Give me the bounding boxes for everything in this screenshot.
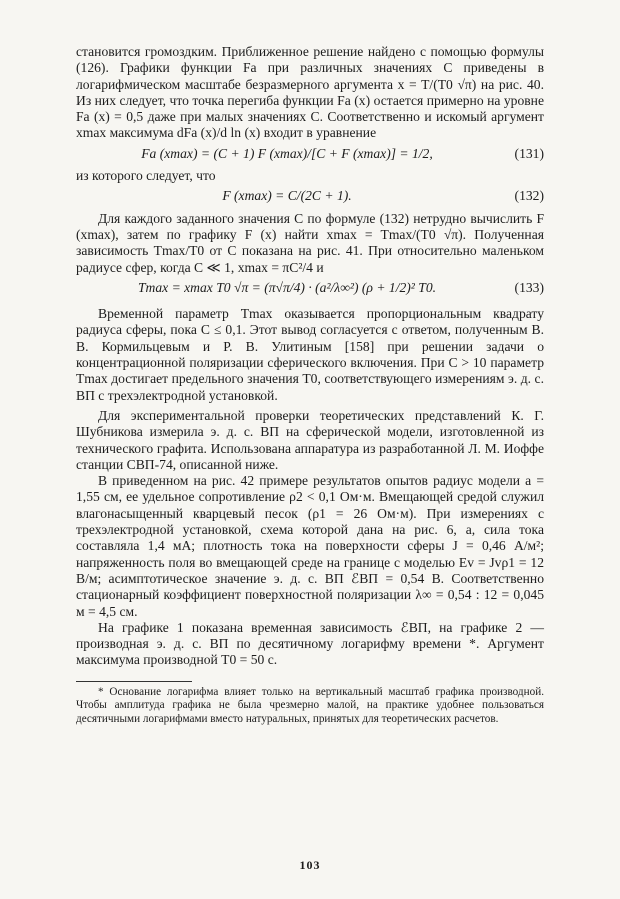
equation-131-number: (131): [514, 145, 544, 161]
paragraph-2: из которого следует, что: [76, 168, 216, 184]
paragraph-1: становится громоздким. Приближенное решение найдено с помощью формулы (126). Графики функции Fa при различных значениях C приведены в логарифмическом масштабе безразмерного аргумента x = T/(T0 √π) на рис. 40. Из них следует, что точка перегиба функции Fa (x) остается примерно на уровне Fa (x) = 0,5 даже при малых значениях C. Соответственно и искомый аргумент xmax максимума dFa (x)/d ln (x) входит в уравнение: [76, 44, 544, 141]
equation-132: [76, 188, 544, 204]
paragraph-3: Для каждого заданного значения C по формуле (132) нетрудно вычислить F (xmax), затем по графику F (x) найти xmax = Tmax/(T0 √π). Полученная зависимость Tmax/T0 от C показана на рис. 41. При относительно маленьком радиусе сфер, когда C ≪ 1, xmax = πC²/4 и: [76, 210, 544, 275]
equation-133-formula: Tmax = xmax T0 √π = (π√π/4) · (a²/λ∞²) (ρ + 1/2)² T0.: [137, 279, 437, 295]
equation-131: [76, 146, 544, 162]
paragraph-7: На графике 1 показана временная зависимость ℰВП, на графике 2 — производная э. д. с. ВП по десятичному логарифму времени *. Аргумент максимума производной T0 = 50 с.: [76, 619, 544, 668]
footnote-divider: [76, 681, 192, 682]
equation-132-number: (132): [514, 188, 544, 204]
equation-133: [76, 280, 544, 296]
equation-133-number: (133): [514, 279, 544, 295]
page-number: 103: [299, 858, 321, 872]
paragraph-5: Для экспериментальной проверки теоретических представлений К. Г. Шубникова измерила э. д. с. ВП на сферической модели, изготовленной из технического графита. Использована аппаратура из разработанной Л. М. Иоффе станции СВП-74, описанной ниже.: [76, 407, 544, 472]
footnote: * Основание логарифма влияет только на вертикальный масштаб графика производной. Чтобы амплитуда графика не была чрезмерно малой, на практике удобнее пользоваться десятичными логарифмами вместо натуральных, принятых для теоретических расчетов.: [76, 685, 544, 725]
paragraph-4: Временной параметр Tmax оказывается пропорциональным квадрату радиуса сферы, пока C ≤ 0,1. Этот вывод согласуется с ответом, полученным В. В. Кормильцевым и Р. В. Улитиным [158] при решении задачи о концентрационной поляризации сферического включения. При C > 10 параметр Tmax достигает предельного значения T0, соответствующего измерениям э. д. с. ВП с трехэлектродной установкой.: [76, 306, 544, 403]
equation-132-formula: F (xmax) = C/(2C + 1).: [222, 188, 352, 204]
main-text: [76, 44, 544, 726]
paragraph-6: В приведенном на рис. 42 примере результатов опытов радиус модели a = 1,55 см, ее удельное сопротивление ρ2 < 0,1 Ом·м. Вмещающей средой служил влагонасыщенный кварцевый песок (ρ1 = 26 Ом·м). При измерениях с трехэлектродной установкой, схема которой дана на рис. 6, а, сила тока составляла 1,4 мА; плотность тока на поверхности сферы J = 0,46 А/м²; напряженность поля во вмещающей среде на границе с моделью Ev = Jvρ1 = 12 В/м; асимптотическое значение э. д. с. ВП ℰВП = 0,54 В. Соответственно стационарный коэффициент поверхностной поляризации λ∞ = 0,54 : 12 = 0,045 м = 4,5 см.: [76, 473, 544, 619]
equation-131-formula: Fa (xmax) = (C + 1) F (xmax)/[C + F (xmax)] = 1/2,: [141, 145, 433, 161]
